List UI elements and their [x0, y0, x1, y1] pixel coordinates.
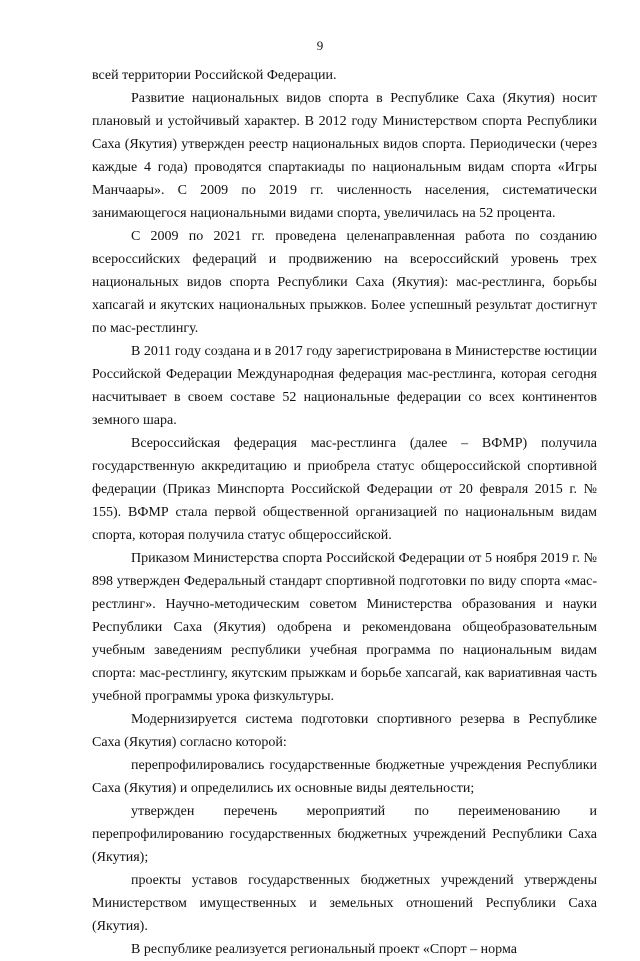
list-item-charters: проекты уставов государственных бюджетных учреждений утверждены Министерством имущественных и земельных отношений Республики Саха (Якутия). [92, 873, 597, 934]
list-item-reprofiling: перепрофилировались государственные бюджетные учреждения Республики Саха (Якутия) и определились их основные виды деятельности; [92, 758, 597, 796]
paragraph-international-federation: В 2011 году создана и в 2017 году зарегистрирована в Министерстве юстиции Российской Федерации Международная федерация мас-рестлинга, которая сегодня насчитывает в своем составе 52 национальные федерации со всех континентов земного шара. [92, 344, 597, 428]
paragraph-federal-standard: Приказом Министерства спорта Российской Федерации от 5 ноября 2019 г. № 898 утвержден Федеральный стандарт спортивной подготовки по виду спорта «мас-рестлинг». Научно-методическим советом Министерства образования и науки Республики Саха (Якутия) одобрена и рекомендована общеобразовательным учебным заведениям республики учебная программа по национальным видам спорта: мас-рестлингу, якутским прыжкам и борьбе хапсагай, как вариативная часть учебной программы урока физкультуры. [92, 551, 597, 704]
paragraph-reserve-modernization: Модернизируется система подготовки спортивного резерва в Республике Саха (Якутия) согласно которой: [92, 712, 597, 750]
document-body [92, 64, 597, 961]
paragraph-regional-project: В республике реализуется региональный проект «Спорт – норма [131, 942, 517, 957]
paragraph-continuation: всей территории Российской Федерации. [92, 68, 337, 83]
paragraph-vfmr-accreditation: Всероссийская федерация мас-рестлинга (далее – ВФМР) получила государственную аккредитацию и приобрела статус общероссийской спортивной федерации (Приказ Минспорта Российской Федерации от 20 февраля 2015 г. № 155). ВФМР стала первой общественной организацией по национальным видам спорта, которая получила статус общероссийской. [92, 436, 597, 543]
page-number: 9 [316, 38, 324, 53]
paragraph-federations-work: С 2009 по 2021 гг. проведена целенаправленная работа по созданию всероссийских федераций и продвижению на всероссийский уровень трех национальных видов спорта Республики Саха (Якутия): мас-рестлинга, борьбы хапсагай и якутских национальных прыжков. Более успешный результат достигнут по мас-рестлингу. [92, 229, 597, 336]
paragraph-national-sports-development: Развитие национальных видов спорта в Республике Саха (Якутия) носит плановый и устойчивый характер. В 2012 году Министерством спорта Республики Саха (Якутия) утвержден реестр национальных видов спорта. Периодически (через каждые 4 года) проводятся спартакиады по национальным видам спорта «Игры Манчаары». С 2009 по 2019 гг. численность населения, систематически занимающегося национальными видами спорта, увеличилась на 52 процента. [92, 91, 597, 221]
list-item-measures-list: утвержден перечень мероприятий по переименованию и перепрофилированию государственных бюджетных учреждений Республики Саха (Якутия); [92, 804, 597, 865]
